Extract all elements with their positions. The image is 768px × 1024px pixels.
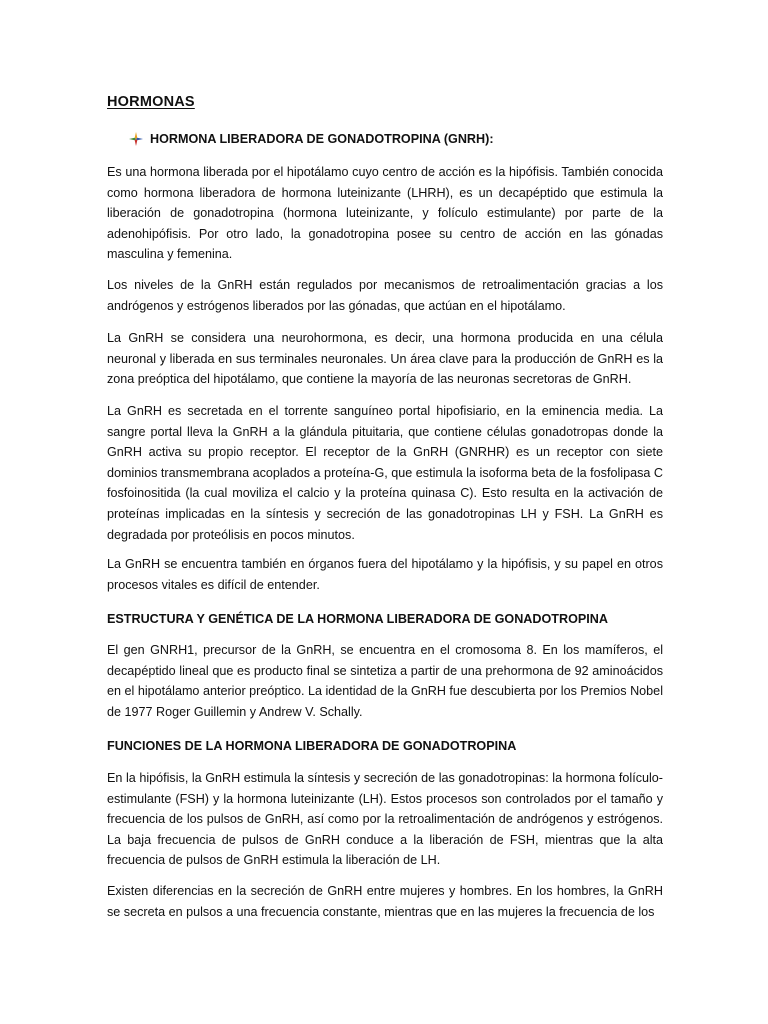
paragraph-4: La GnRH es secretada en el torrente sanguíneo portal hipofisiario, en la eminencia media. La sangre portal lleva la GnRH a la glándula pituitaria, que contiene células gonadotropas donde la GnRH activa su propio receptor. El receptor de la GnRH (GNRHR) es un receptor con siete dominios transmembrana acoplados a proteína-G, que estimula la isoforma beta de la fosfolipasa C fosfoinositida (la cual moviliza el calcio y la proteína quinasa C). Esto resulta en la activación de proteínas implicadas en la síntesis y secreción de las gonadotropinas LH y FSH. La GnRH es degradada por proteólisis en pocos minutos. — [107, 404, 663, 542]
section-heading-structure: ESTRUCTURA Y GENÉTICA DE LA HORMONA LIBERADORA DE GONADOTROPINA — [107, 612, 608, 626]
paragraph-2: Los niveles de la GnRH están regulados por mecanismos de retroalimentación gracias a los andrógenos y estrógenos liberados por las gónadas, que actúan en el hipotálamo. — [107, 278, 663, 313]
section-heading-functions: FUNCIONES DE LA HORMONA LIBERADORA DE GONADOTROPINA — [107, 739, 517, 753]
bullet-heading — [129, 132, 494, 146]
paragraph-5: La GnRH se encuentra también en órganos fuera del hipotálamo y la hipófisis, y su papel en otros procesos vitales es difícil de entender. — [107, 557, 663, 592]
paragraph-7: En la hipófisis, la GnRH estimula la síntesis y secreción de las gonadotropinas: la hormona folículo-estimulante (FSH) y la hormona luteinizante (LH). Estos procesos son controlados por el tamaño y frecuencia de los pulsos de GnRH, así como por la retroalimentación de andrógenos y estrógenos. La baja frecuencia de pulsos de GnRH conduce a la liberación de FSH, mientras que la alta frecuencia de pulsos de GnRH estimula la liberación de LH. — [107, 771, 663, 868]
paragraph-8: Existen diferencias en la secreción de GnRH entre mujeres y hombres. En los hombres, la GnRH se secreta en pulsos a una frecuencia constante, mientras que en las mujeres la frecuencia de los — [107, 884, 663, 919]
bullet-heading-text: HORMONA LIBERADORA DE GONADOTROPINA (GNRH): — [150, 132, 494, 146]
paragraph-6: El gen GNRH1, precursor de la GnRH, se encuentra en el cromosoma 8. En los mamíferos, el decapéptido lineal que es producto final se sintetiza a partir de una prehormona de 92 aminoácidos en el hipotálamo anterior preóptico. La identidad de la GnRH fue descubierta por los Premios Nobel de 1977 Roger Guillemin y Andrew V. Schally. — [107, 643, 663, 719]
paragraph-3: La GnRH se considera una neurohormona, es decir, una hormona producida en una célula neuronal y liberada en sus terminales neuronales. Un área clave para la producción de GnRH es la zona preóptica del hipotálamo, que contiene la mayoría de las neuronas secretoras de GnRH. — [107, 331, 663, 387]
four-point-star-bullet-icon — [129, 132, 143, 146]
document-title: HORMONAS — [107, 94, 195, 110]
paragraph-1: Es una hormona liberada por el hipotálamo cuyo centro de acción es la hipófisis. También conocida como hormona liberadora de hormona luteinizante (LHRH), es un decapéptido que estimula la liberación de gonadotropina (hormona luteinizante, y folículo estimulante) por parte de la adenohipófisis. Por otro lado, la gonadotropina posee su centro de acción en las gónadas masculina y femenina. — [107, 165, 663, 262]
